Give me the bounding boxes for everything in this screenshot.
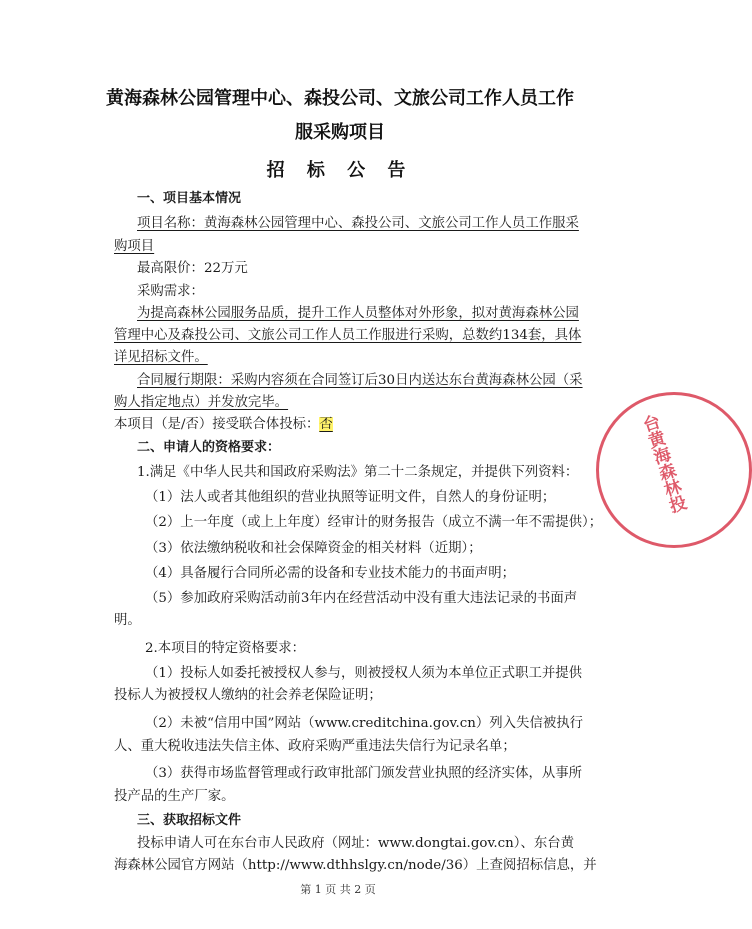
joint-bid-line: 本项目（是/否）接受联合体投标：否 [114, 417, 333, 432]
qualification-2-2-line2: 人、重大税收违法失信主体、政府采购严重违法失信行为记录名单； [114, 739, 516, 754]
qualification-1-2: （2）上一年度（或上上年度）经审计的财务报告（成立不满一年不需提供）； [145, 515, 603, 530]
obtain-docs-line1: 投标申请人可在东台市人民政府（网址：www.dongtai.gov.cn）、东台黄 [137, 836, 575, 851]
qualification-2-1-line1: （1）投标人如委托被授权人参与，则被授权人须为本单位正式职工并提供 [145, 666, 583, 681]
requirements-line2: 管理中心及森投公司、文旅公司工作人员工作服进行采购，总数约134套，具体 [114, 328, 582, 343]
qualification-2-2-line1: （2）未被“信用中国”网站（www.creditchina.gov.cn）列入失信被执行 [145, 716, 584, 731]
max-price-line: 最高限价：22万元 [137, 261, 248, 276]
qualification-1-3: （3）依法缴纳税收和社会保障资金的相关材料（近期）； [145, 541, 482, 556]
qualification-1-4: （4）具备履行合同所必需的设备和专业技术能力的书面声明； [145, 566, 516, 581]
document-title-line1: 黄海森林公园管理中心、森投公司、文旅公司工作人员工作 [106, 88, 574, 109]
project-name-line1: 项目名称：黄海森林公园管理中心、森投公司、文旅公司工作人员工作服采 [137, 216, 579, 231]
contract-term-line2: 购人指定地点）并发放完毕。 [114, 395, 289, 410]
qualification-2-3-line2: 投产品的生产厂家。 [114, 789, 235, 804]
section-heading-1: 一、项目基本情况 [137, 191, 242, 206]
official-seal-text: 台黄海森林投 [637, 412, 688, 516]
qualification-2-1-line2: 投标人为被授权人缴纳的社会养老保险证明； [114, 688, 382, 703]
joint-bid-answer: 否 [319, 417, 333, 432]
qualification-2: 2.本项目的特定资格要求： [145, 641, 306, 656]
project-name-line2: 购项目 [114, 239, 155, 254]
document-title-line2: 服采购项目 [295, 122, 385, 143]
qualification-1-5-line1: （5）参加政府采购活动前3年内在经营活动中没有重大违法记录的书面声 [145, 591, 578, 606]
section-heading-2: 二、申请人的资格要求： [137, 440, 281, 455]
document-title-line3: 招 标 公 告 [266, 160, 414, 181]
page-number-footer: 第 1 页 共 2 页 [300, 883, 376, 896]
requirements-label: 采购需求： [137, 284, 204, 299]
qualification-1-5-line2: 明。 [114, 613, 141, 628]
obtain-docs-line2: 海森林公园官方网站（http://www.dthhslgy.cn/node/36）上查阅招标信息，并 [114, 858, 597, 873]
requirements-line1: 为提高森林公园服务品质，提升工作人员整体对外形象，拟对黄海森林公园 [137, 306, 579, 321]
qualification-2-3-line1: （3）获得市场监督管理或行政审批部门颁发营业执照的经济实体，从事所 [145, 766, 583, 781]
qualification-1-1: （1）法人或者其他组织的营业执照等证明文件，自然人的身份证明； [145, 490, 556, 505]
requirements-line3: 详见招标文件。 [114, 350, 208, 365]
qualification-1: 1.满足《中华人民共和国政府采购法》第二十二条规定，并提供下列资料： [137, 465, 579, 480]
section-heading-3: 三、获取招标文件 [137, 813, 242, 828]
contract-term-line1: 合同履行期限：采购内容须在合同签订后30日内送达东台黄海森林公园（采 [137, 373, 583, 388]
